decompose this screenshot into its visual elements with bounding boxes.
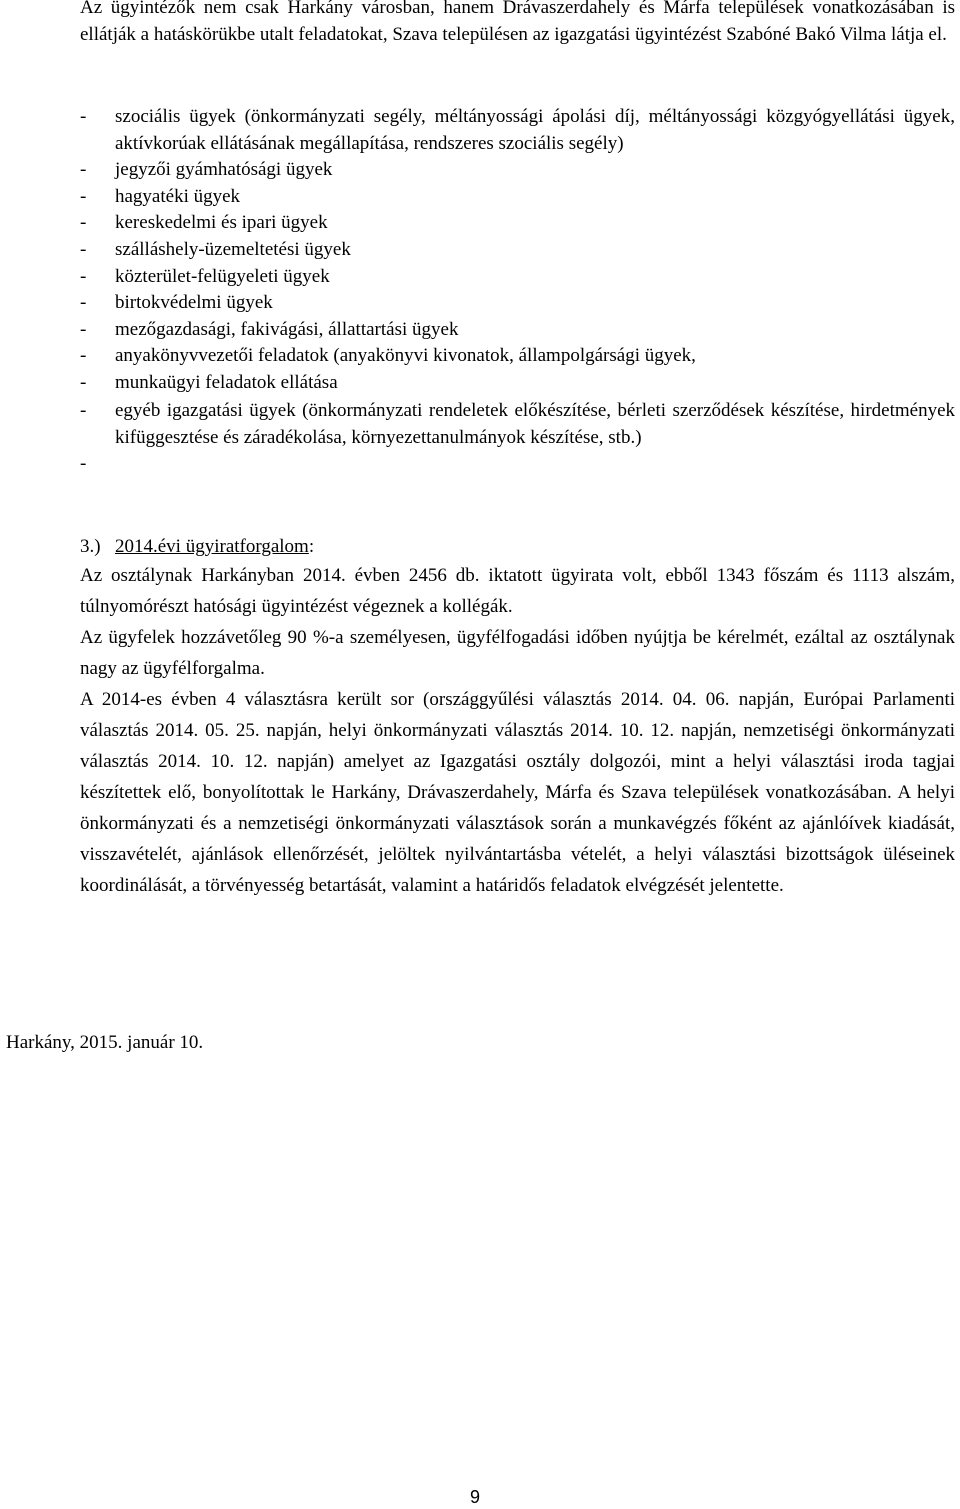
section-heading: [80, 534, 314, 560]
list-item: [80, 184, 955, 211]
list-dash: -: [80, 318, 87, 340]
list-item: [80, 397, 955, 451]
list-dash: -: [80, 452, 87, 474]
list-item: [80, 317, 955, 344]
body-paragraph: Az osztálynak Harkányban 2014. évben 2456 db. iktatott ügyirata volt, ebből 1343 főszám és 1113 alszám, túlnyomórészt hatósági ügyintézést végeznek a kollégák.: [80, 565, 955, 617]
list-item-text: hagyatéki ügyek: [115, 185, 241, 207]
list-item: [80, 157, 955, 184]
list-item-text: anyakönyvvezetői feladatok (anyakönyvi kivonatok, állampolgársági ügyek,: [115, 345, 696, 367]
list-item-text: munkaügyi feladatok ellátása: [115, 371, 338, 393]
section-title: 2014.évi ügyiratforgalom: [115, 536, 309, 557]
list-item: [80, 104, 955, 157]
list-item-text: egyéb igazgatási ügyek (önkormányzati rendeletek előkészítése, bérleti szerződések készítése, hirdetmények kifüggesztése és záradékolása, környezettanulmányok készítése, stb.): [115, 399, 955, 448]
list-item: [80, 370, 955, 397]
list-dash: -: [80, 212, 87, 234]
list-item-text: birtokvédelmi ügyek: [115, 292, 273, 314]
place-date-signature: Harkány, 2015. január 10.: [6, 1032, 204, 1053]
list-dash: -: [80, 371, 87, 393]
list-dash: -: [80, 185, 87, 207]
list-item: [80, 264, 955, 291]
list-item: [80, 290, 955, 317]
intro-paragraph: Az ügyintézők nem csak Harkány városban, hanem Drávaszerdahely és Márfa települések vonatkozásában is ellátják a hatáskörükbe utalt feladatokat, Szava településen az igazgatási ügyintézést Szabóné Bakó Vilma látja el.: [80, 0, 955, 45]
body-paragraph: Az ügyfelek hozzávetőleg 90 %-a személyesen, ügyfélfogadási időben nyújtja be kérelmét, ezáltal az osztálynak nagy az ügyfélforgalma.: [80, 627, 955, 679]
page-number: 9: [470, 1487, 481, 1507]
section-body: [80, 560, 955, 901]
task-list: [80, 104, 955, 477]
section-title-colon: :: [308, 536, 315, 557]
list-dash: -: [80, 265, 87, 287]
list-item-text: szociális ügyek (önkormányzati segély, méltányossági ápolási díj, méltányossági közgyógyellátási ügyek, aktívkorúak ellátásának megállapítása, rendszeres szociális segély): [115, 106, 955, 154]
list-item-text: szálláshely-üzemeltetési ügyek: [115, 238, 351, 260]
list-dash: -: [80, 238, 87, 260]
list-item-text: közterület-felügyeleti ügyek: [115, 265, 330, 287]
list-dash: -: [80, 106, 87, 127]
list-dash: -: [80, 292, 87, 314]
list-item-text: mezőgazdasági, fakivágási, állattartási ügyek: [115, 318, 459, 340]
list-item: [80, 237, 955, 264]
list-item: [80, 210, 955, 237]
list-dash: -: [80, 399, 87, 421]
list-item-text: jegyzői gyámhatósági ügyek: [115, 159, 333, 181]
list-item-text: kereskedelmi és ipari ügyek: [115, 212, 328, 234]
list-dash: -: [80, 159, 87, 181]
list-item-empty: [80, 451, 955, 477]
section-number: 3.): [80, 536, 101, 557]
list-item: [80, 343, 955, 370]
body-paragraph: A 2014-es évben 4 választásra került sor (országgyűlési választás 2014. 04. 06. napján, Európai Parlamenti választás 2014. 05. 25. napján, helyi önkormányzati választás 2014. 10. 12. napján, nemzetiségi önkormányzati választás 2014. 10. 12. napján) amelyet az Igazgatási osztály dolgozói, mint a helyi választási iroda tagjai készítettek elő, bonyolítottak le Harkány, Drávaszerdahely, Márfa és Szava települések vonatkozásában. A helyi önkormányzati és a nemzetiségi önkormányzati választások során a munkavégzés főként az ajánlóívek kiadását, visszavételét, ajánlások ellenőrzését, jelöltek nyilvántartásba vételét, a helyi választási bizottságok üléseinek koordinálását, a törvényesség betartását, valamint a határidős feladatok elvégzését jelentette.: [80, 689, 955, 896]
list-dash: -: [80, 345, 87, 367]
